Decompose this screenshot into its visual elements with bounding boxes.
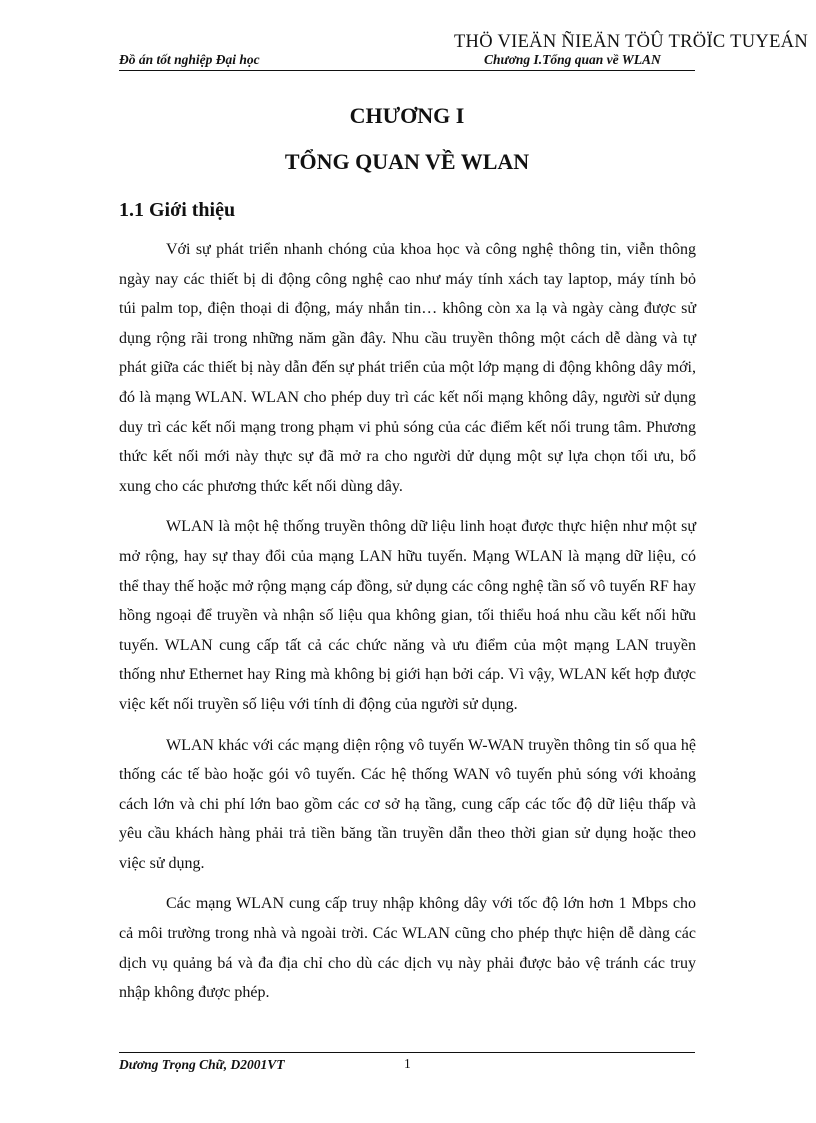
page-number: 1 xyxy=(404,1056,411,1071)
paragraph: Với sự phát triển nhanh chóng của khoa học và công nghệ thông tin, viễn thông ngày nay các thiết bị di động công nghệ cao như máy tính xách tay laptop, máy tính bỏ túi palm top, điện thoại di động, máy nhắn tin… không còn xa lạ và ngày càng được sử dụng rộng rãi trong những năm gần đây. Nhu cầu truyền thông một cách dễ dàng và tự phát giữa các thiết bị này dẫn đến sự phát triển của một lớp mạng di động không dây mới, đó là mạng WLAN. WLAN cho phép duy trì các kết nối mạng không dây, người sử dụng duy trì các kết nối mạng trong phạm vi phủ sóng của các điểm kết nối trung tâm. Phương thức kết nối mới này thực sự đã mở ra cho người dử dụng một sự lựa chọn tối ưu, bổ xung cho các phương thức kết nối dùng dây. xyxy=(119,241,696,495)
watermark-text: THÖ VIEÄN ÑIEÄN TÖÛ TRÖÏC TUYEÁN xyxy=(453,32,808,52)
body-text xyxy=(119,235,696,1019)
header-document-title: Đồ án tốt nghiệp Đại học xyxy=(119,52,260,67)
header-divider xyxy=(119,70,695,71)
paragraph: Các mạng WLAN cung cấp truy nhập không dây với tốc độ lớn hơn 1 Mbps cho cả môi trường trong nhà và ngoài trời. Các WLAN cũng cho phép thực hiện dễ dàng các dịch vụ quảng bá và đa địa chỉ cho dù các dịch vụ này phải được bảo vệ tránh các truy nhập không được phép. xyxy=(119,895,696,1002)
footer-author: Dương Trọng Chữ, D2001VT xyxy=(119,1057,285,1072)
chapter-title: TỔNG QUAN VỀ WLAN xyxy=(284,149,530,174)
paragraph: WLAN là một hệ thống truyền thông dữ liệu linh hoạt được thực hiện như một sự mở rộng, hay sự thay đổi của mạng LAN hữu tuyến. Mạng WLAN là mạng dữ liệu, có thể thay thế hoặc mở rộng mạng cáp đồng, sử dụng các công nghệ tần số vô tuyến RF hay hồng ngoại để truyền và nhận số liệu qua không gian, tối thiểu hoá nhu cầu kết nối hữu tuyến. WLAN cung cấp tất cả các chức năng và ưu điểm của một mạng LAN truyền thống như Ethernet hay Ring mà không bị giới hạn bởi cáp. Vì vậy, WLAN kết hợp được việc kết nối truyền số liệu với tính di động của người sử dụng. xyxy=(119,518,696,713)
chapter-number: CHƯƠNG I xyxy=(349,103,465,128)
header-chapter-title: Chương I.Tổng quan về WLAN xyxy=(484,52,661,67)
section-heading: 1.1 Giới thiệu xyxy=(119,199,236,221)
footer-divider xyxy=(119,1052,695,1053)
paragraph: WLAN khác với các mạng diện rộng vô tuyến W-WAN truyền thông tin số qua hệ thống các tế bào hoặc gói vô tuyến. Các hệ thống WAN vô tuyến phủ sóng với khoảng cách lớn và chi phí lớn bao gồm các cơ sở hạ tầng, cung cấp các tốc độ dữ liệu thấp và yêu cầu khách hàng phải trả tiền băng tần truyền dẫn theo thời gian sử dụng hoặc theo việc sử dụng. xyxy=(119,736,696,872)
